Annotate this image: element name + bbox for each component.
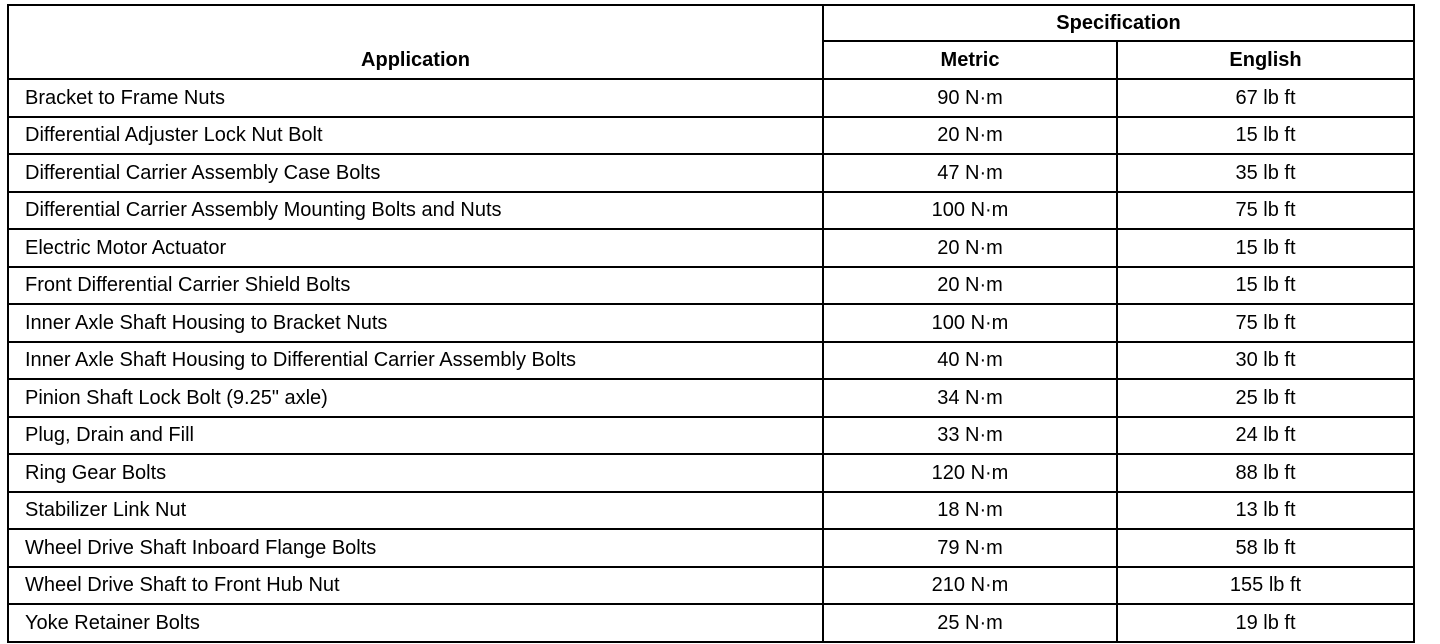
metric-cell: 100 N·m — [823, 304, 1117, 342]
metric-cell: 40 N·m — [823, 342, 1117, 380]
metric-cell: 18 N·m — [823, 492, 1117, 530]
metric-cell: 120 N·m — [823, 454, 1117, 492]
application-cell: Front Differential Carrier Shield Bolts — [8, 267, 823, 305]
table-row — [8, 342, 1414, 380]
metric-cell: 90 N·m — [823, 79, 1117, 117]
metric-cell: 210 N·m — [823, 567, 1117, 605]
table-row — [8, 154, 1414, 192]
application-cell: Stabilizer Link Nut — [8, 492, 823, 530]
metric-cell: 100 N·m — [823, 192, 1117, 230]
metric-cell: 20 N·m — [823, 117, 1117, 155]
english-cell: 13 lb ft — [1117, 492, 1414, 530]
application-cell: Yoke Retainer Bolts — [8, 604, 823, 642]
header-application: Application — [8, 5, 823, 79]
english-cell: 30 lb ft — [1117, 342, 1414, 380]
application-cell: Inner Axle Shaft Housing to Bracket Nuts — [8, 304, 823, 342]
application-cell: Differential Adjuster Lock Nut Bolt — [8, 117, 823, 155]
application-cell: Plug, Drain and Fill — [8, 417, 823, 455]
table-row — [8, 604, 1414, 642]
header-specification: Specification — [823, 5, 1414, 41]
english-cell: 75 lb ft — [1117, 192, 1414, 230]
metric-cell: 47 N·m — [823, 154, 1117, 192]
english-cell: 75 lb ft — [1117, 304, 1414, 342]
table-row — [8, 192, 1414, 230]
application-cell: Wheel Drive Shaft to Front Hub Nut — [8, 567, 823, 605]
metric-cell: 33 N·m — [823, 417, 1117, 455]
table-row — [8, 492, 1414, 530]
table-row — [8, 117, 1414, 155]
english-cell: 25 lb ft — [1117, 379, 1414, 417]
application-cell: Ring Gear Bolts — [8, 454, 823, 492]
english-cell: 88 lb ft — [1117, 454, 1414, 492]
metric-cell: 25 N·m — [823, 604, 1117, 642]
metric-cell: 79 N·m — [823, 529, 1117, 567]
application-cell: Differential Carrier Assembly Case Bolts — [8, 154, 823, 192]
english-cell: 19 lb ft — [1117, 604, 1414, 642]
english-cell: 67 lb ft — [1117, 79, 1414, 117]
english-cell: 15 lb ft — [1117, 229, 1414, 267]
english-cell: 35 lb ft — [1117, 154, 1414, 192]
table-row — [8, 229, 1414, 267]
application-cell: Wheel Drive Shaft Inboard Flange Bolts — [8, 529, 823, 567]
table-row — [8, 379, 1414, 417]
english-cell: 15 lb ft — [1117, 117, 1414, 155]
application-cell: Bracket to Frame Nuts — [8, 79, 823, 117]
table-row — [8, 267, 1414, 305]
english-cell: 24 lb ft — [1117, 417, 1414, 455]
application-cell: Pinion Shaft Lock Bolt (9.25" axle) — [8, 379, 823, 417]
table-row — [8, 79, 1414, 117]
table-row — [8, 529, 1414, 567]
english-cell: 155 lb ft — [1117, 567, 1414, 605]
metric-cell: 20 N·m — [823, 267, 1117, 305]
application-cell: Inner Axle Shaft Housing to Differential Carrier Assembly Bolts — [8, 342, 823, 380]
english-cell: 58 lb ft — [1117, 529, 1414, 567]
application-cell: Electric Motor Actuator — [8, 229, 823, 267]
header-english: English — [1117, 41, 1414, 79]
table-row — [8, 567, 1414, 605]
table-row — [8, 417, 1414, 455]
metric-cell: 34 N·m — [823, 379, 1117, 417]
header-metric: Metric — [823, 41, 1117, 79]
table-row — [8, 454, 1414, 492]
application-cell: Differential Carrier Assembly Mounting Bolts and Nuts — [8, 192, 823, 230]
metric-cell: 20 N·m — [823, 229, 1117, 267]
fastener-torque-table — [7, 4, 1415, 643]
english-cell: 15 lb ft — [1117, 267, 1414, 305]
table-row — [8, 304, 1414, 342]
